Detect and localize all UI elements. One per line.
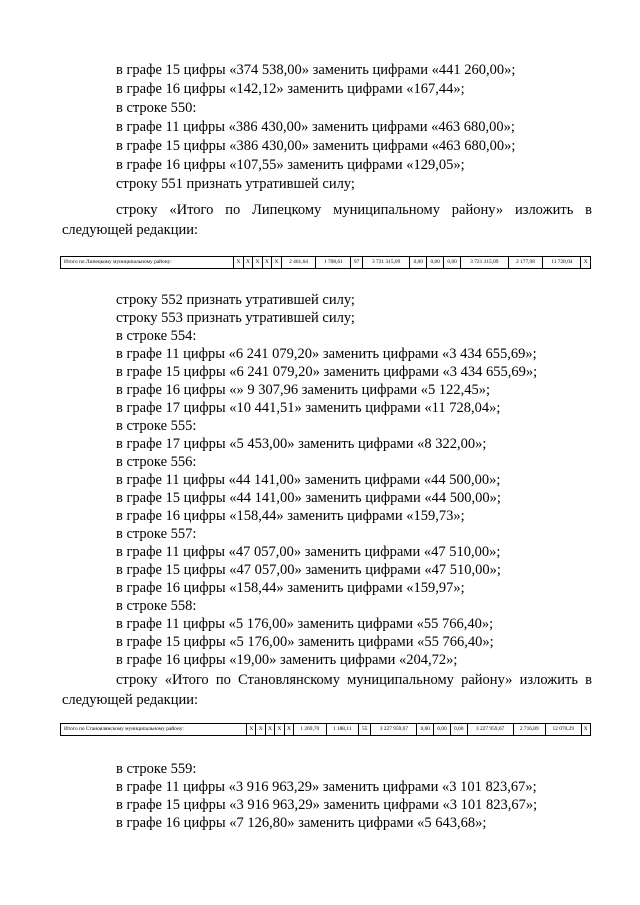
text-line: в строке 555: [116, 418, 197, 434]
table-cell: X [275, 724, 284, 736]
text-line: строку 551 признать утратившей силу; [116, 176, 355, 192]
table-cell: 0,00 [417, 724, 434, 736]
text-line: в графе 15 цифры «5 176,00» заменить цифрами «55 766,40»; [116, 634, 494, 650]
text-line: в графе 17 цифры «10 441,51» заменить цифрами «11 728,04»; [116, 400, 501, 416]
paragraph-stanovlyansky [62, 670, 592, 710]
table-cell: 0,00 [434, 724, 451, 736]
table-cell: X [581, 724, 591, 736]
text-line: в графе 15 цифры «3 916 963,29» заменить цифрами «3 101 823,67»; [116, 797, 538, 813]
text-line: в графе 16 цифры «158,44» заменить цифрами «159,97»; [116, 580, 465, 596]
paragraph-line: следующей редакции: [62, 222, 199, 238]
table-cell: 2 461,64 [281, 257, 316, 269]
text-line: в графе 11 цифры «5 176,00» заменить цифрами «55 766,40»; [116, 616, 494, 632]
total-row-table-lipetsk [60, 256, 591, 269]
table-cell: 1 708,61 [316, 257, 351, 269]
table-cell: 0,00 [410, 257, 427, 269]
table-cell: 2 716,89 [513, 724, 545, 736]
text-line: строку 553 признать утратившей силу; [116, 310, 355, 326]
text-line: в графе 16 цифры «158,44» заменить цифрами «159,73»; [116, 508, 465, 524]
text-line: в графе 17 цифры «5 453,00» заменить цифрами «8 322,00»; [116, 436, 487, 452]
table-cell: 2 177,98 [508, 257, 543, 269]
table-cell: 12 070,29 [545, 724, 581, 736]
text-line: в графе 15 цифры «386 430,00» заменить цифрами «463 680,00»; [116, 138, 516, 154]
table-cell: X [265, 724, 274, 736]
table-cell: 3 721 315,09 [461, 257, 509, 269]
text-line: в графе 16 цифры «19,00» заменить цифрами «204,72»; [116, 652, 458, 668]
text-line: в графе 11 цифры «386 430,00» заменить цифрами «463 680,00»; [116, 119, 515, 135]
table-cell: 1 188,11 [326, 724, 358, 736]
table-cell: 55 [358, 724, 371, 736]
table-cell: X [272, 257, 282, 269]
table-cell: X [284, 724, 293, 736]
table-cell: X [247, 724, 256, 736]
text-line: в графе 15 цифры «47 057,00» заменить цифрами «47 510,00»; [116, 562, 501, 578]
table-cell: 3 227 959,67 [467, 724, 513, 736]
text-line: в графе 15 цифры «6 241 079,20» заменить цифрами «3 434 655,69»; [116, 364, 538, 380]
text-line: в графе 16 цифры «7 126,80» заменить цифрами «5 643,68»; [116, 815, 487, 831]
table-cell: 3 721 315,09 [362, 257, 410, 269]
table-cell: X [234, 257, 244, 269]
table-cell: 0,00 [444, 257, 461, 269]
paragraph-lipetsk [62, 200, 592, 240]
text-line: в строке 559: [116, 761, 197, 777]
table-cell: X [243, 257, 253, 269]
table-cell: 1 269,70 [294, 724, 326, 736]
table-cell: X [262, 257, 272, 269]
text-line: строку 552 признать утратившей силу; [116, 292, 355, 308]
total-row-table-stanovlyansky [60, 723, 591, 736]
text-line: в графе 15 цифры «374 538,00» заменить цифрами «441 260,00»; [116, 62, 516, 78]
text-line: в строке 550: [116, 100, 197, 116]
table-cell: 11 728,04 [543, 257, 581, 269]
text-line: в графе 11 цифры «47 057,00» заменить цифрами «47 510,00»; [116, 544, 501, 560]
text-line: в графе 16 цифры «» 9 307,96 заменить цифрами «5 122,45»; [116, 382, 491, 398]
paragraph-line: строку «Итого по Становлянскому муниципальному району» изложить в [116, 672, 592, 688]
table-cell-name: Итого по Становлянскому муниципальному району: [61, 724, 247, 736]
text-line: в строке 554: [116, 328, 197, 344]
table-cell: 97 [351, 257, 363, 269]
paragraph-line: следующей редакции: [62, 692, 199, 708]
table-cell: X [253, 257, 263, 269]
table-cell: 0,00 [427, 257, 444, 269]
text-line: в графе 11 цифры «3 916 963,29» заменить цифрами «3 101 823,67»; [116, 779, 537, 795]
text-line: в графе 11 цифры «44 141,00» заменить цифрами «44 500,00»; [116, 472, 501, 488]
paragraph-line: строку «Итого по Липецкому муниципальному району» изложить в [116, 202, 592, 218]
text-line: в строке 556: [116, 454, 197, 470]
text-line: в графе 16 цифры «142,12» заменить цифрами «167,44»; [116, 81, 465, 97]
table-cell-name: Итого по Липецкому муниципальному району: [61, 257, 234, 269]
text-line: в графе 15 цифры «44 141,00» заменить цифрами «44 500,00»; [116, 490, 501, 506]
table-cell: 3 227 959,67 [371, 724, 417, 736]
text-line: в строке 557: [116, 526, 197, 542]
text-line: в графе 11 цифры «6 241 079,20» заменить цифрами «3 434 655,69»; [116, 346, 537, 362]
text-line: в строке 558: [116, 598, 197, 614]
text-line: в графе 16 цифры «107,55» заменить цифрами «129,05»; [116, 157, 465, 173]
table-cell: X [581, 257, 591, 269]
table-cell: X [256, 724, 265, 736]
table-cell: 0,00 [450, 724, 467, 736]
